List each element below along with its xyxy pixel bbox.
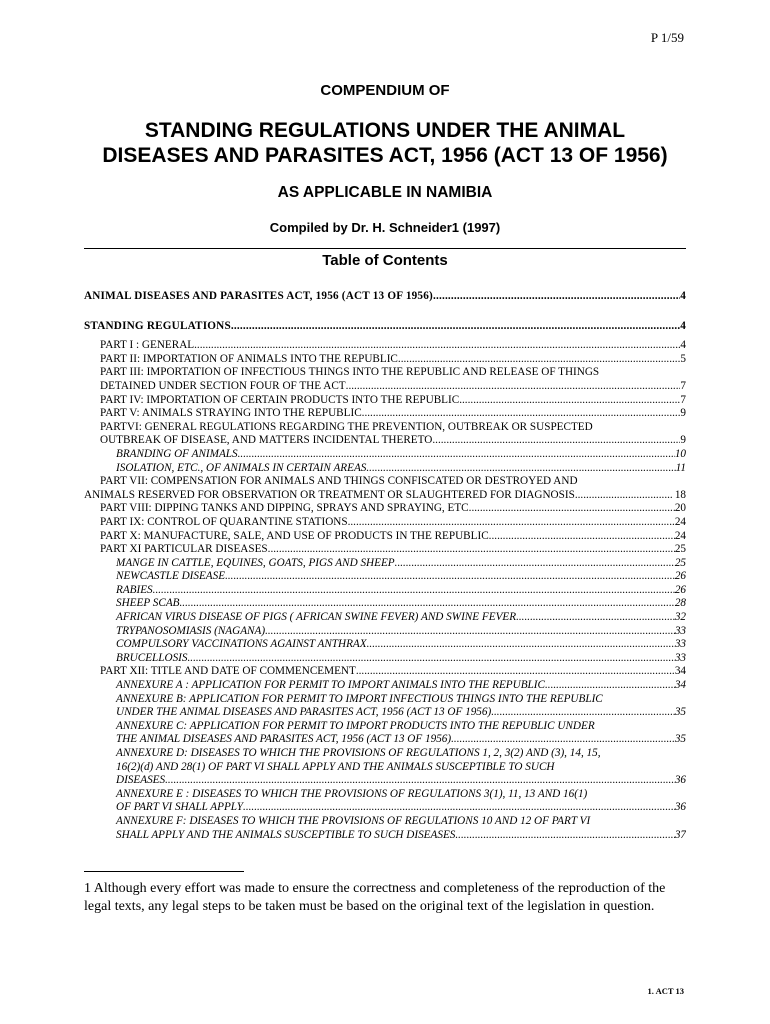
toc-entry-anthrax[interactable]: COMPULSORY VACCINATIONS AGAINST ANTHRAX ..... 33 (84, 638, 686, 652)
toc-entry-african-swine-fever[interactable]: AFRICAN VIRUS DISEASE OF PIGS ( AFRICAN SWINE FEVER) AND SWINE FEVER. ..... 32 (84, 611, 686, 625)
compendium-heading: COMPENDIUM OF (320, 82, 450, 99)
toc-entry-brucellosis[interactable]: BRUCELLOSIS ..... 33 (84, 652, 686, 666)
document-title-line-2: DISEASES AND PARASITES ACT, 1956 (ACT 13 OF 1956) (102, 144, 668, 167)
footnote: 1 Although every effort was made to ensure the correctness and completeness of the reproduction of the legal texts, any legal steps to be taken must be based on the original text of the legislation in question. (84, 881, 666, 914)
toc-entry-isolation[interactable]: ISOLATION, ETC., OF ANIMALS IN CERTAIN AREAS ..... 11 (84, 462, 686, 476)
table-of-contents (84, 290, 686, 842)
footnote-divider (84, 871, 244, 872)
toc-entry-part-3[interactable]: DETAINED UNDER SECTION FOUR OF THE ACT ..... 7 (84, 380, 686, 394)
compiled-by-line: Compiled by Dr. H. Schneider1 (1997) (269, 220, 501, 235)
toc-entry-annexure-b[interactable]: UNDER THE ANIMAL DISEASES AND PARASITES ACT, 1956 (ACT 13 OF 1956). ..... 35 (84, 706, 686, 720)
toc-entry-sheep-scab[interactable]: SHEEP SCAB ..... 28 (84, 597, 686, 611)
toc-entry-mange[interactable]: MANGE IN CATTLE, EQUINES, GOATS, PIGS AND SHEEP ..... 25 (84, 557, 686, 571)
toc-title: Table of Contents (322, 252, 448, 269)
toc-entry-part-1[interactable]: PART I : GENERAL. ..... 4 (84, 339, 686, 353)
document-title-line-1: STANDING REGULATIONS UNDER THE ANIMAL (144, 119, 626, 142)
header-divider (84, 248, 686, 249)
toc-entry-part-11[interactable]: PART XI PARTICULAR DISEASES ..... 25 (84, 543, 686, 557)
toc-entry-part-12[interactable]: PART XII: TITLE AND DATE OF COMMENCEMENT ..... 34 (84, 665, 686, 679)
toc-entry-act[interactable]: ANIMAL DISEASES AND PARASITES ACT, 1956 (ACT 13 OF 1956) ..... 4 (84, 290, 686, 304)
toc-entry-annexure-e-line-1[interactable]: ANNEXURE E : DISEASES TO WHICH THE PROVISIONS OF REGULATIONS 3(1), 11, 13 AND 16(1) (116, 787, 588, 800)
toc-entry-part-6-line-1[interactable]: PARTVI: GENERAL REGULATIONS REGARDING THE PREVENTION, OUTBREAK OR SUSPECTED (100, 420, 593, 433)
toc-entry-part-2[interactable]: PART II: IMPORTATION OF ANIMALS INTO THE REPUBLIC ..... 5 (84, 353, 686, 367)
toc-entry-annexure-c-line-1[interactable]: ANNEXURE C: APPLICATION FOR PERMIT TO IMPORT PRODUCTS INTO THE REPUBLIC UNDER (116, 719, 595, 732)
toc-entry-annexure-d-line-2[interactable]: 16(2)(d) AND 28(1) OF PART VI SHALL APPLY AND THE ANIMALS SUSCEPTIBLE TO SUCH (116, 760, 555, 773)
page-number: P 1/59 (650, 30, 684, 45)
toc-entry-annexure-f-line-1[interactable]: ANNEXURE F: DISEASES TO WHICH THE PROVISIONS OF REGULATIONS 10 AND 12 OF PART VI (116, 814, 591, 827)
toc-entry-annexure-e[interactable]: OF PART VI SHALL APPLY ..... 36 (84, 801, 686, 815)
toc-entry-part-4[interactable]: PART IV: IMPORTATION OF CERTAIN PRODUCTS INTO THE REPUBLIC ..... 7 (84, 394, 686, 408)
toc-entry-annexure-b-line-1[interactable]: ANNEXURE B: APPLICATION FOR PERMIT TO IMPORT INFECTIOUS THINGS INTO THE REPUBLIC (116, 692, 603, 705)
toc-entry-annexure-d-line-1[interactable]: ANNEXURE D: DISEASES TO WHICH THE PROVISIONS OF REGULATIONS 1, 2, 3(2) AND (3), 14, 15, (116, 747, 601, 759)
toc-entry-annexure-a[interactable]: ANNEXURE A : APPLICATION FOR PERMIT TO IMPORT ANIMALS INTO THE REPUBLIC ..... 34 (84, 679, 686, 693)
toc-entry-part-8[interactable]: PART VIII: DIPPING TANKS AND DIPPING, SPRAYS AND SPRAYING, ETC. ..... 20 (84, 502, 686, 516)
page-footer: 1. ACT 13 (647, 986, 684, 996)
toc-entry-part-6[interactable]: OUTBREAK OF DISEASE, AND MATTERS INCIDENTAL THERETO. ..... 9 (84, 434, 686, 448)
toc-entry-part-5[interactable]: PART V: ANIMALS STRAYING INTO THE REPUBLIC. ..... 9 (84, 407, 686, 421)
toc-entry-part-9[interactable]: PART IX: CONTROL OF QUARANTINE STATIONS. ..... 24 (84, 516, 686, 530)
toc-entry-trypanosomiasis[interactable]: TRYPANOSOMIASIS (NAGANA) ..... 33 (84, 625, 686, 639)
applicability-heading: AS APPLICABLE IN NAMIBIA (277, 184, 493, 201)
toc-entry-part-10[interactable]: PART X: MANUFACTURE, SALE, AND USE OF PRODUCTS IN THE REPUBLIC. ..... 24 (84, 530, 686, 544)
toc-entry-newcastle[interactable]: NEWCASTLE DISEASE ..... 26 (84, 570, 686, 584)
toc-entry-annexure-c[interactable]: THE ANIMAL DISEASES AND PARASITES ACT, 1956 (ACT 13 OF 1956). ..... 35 (84, 733, 686, 747)
toc-entry-part-3-line-1[interactable]: PART III: IMPORTATION OF INFECTIOUS THINGS INTO THE REPUBLIC AND RELEASE OF THINGS (100, 366, 600, 379)
toc-entry-part-7-line-1[interactable]: PART VII: COMPENSATION FOR ANIMALS AND THINGS CONFISCATED OR DESTROYED AND (100, 475, 578, 488)
toc-entry-standing-regulations[interactable]: STANDING REGULATIONS ..... 4 (84, 320, 686, 334)
toc-entry-annexure-d[interactable]: DISEASES ..... 36 (84, 774, 686, 788)
toc-entry-branding[interactable]: BRANDING OF ANIMALS ..... 10 (84, 448, 686, 462)
toc-entry-rabies[interactable]: RABIES ..... 26 (84, 584, 686, 598)
toc-entry-part-7[interactable]: ANIMALS RESERVED FOR OBSERVATION OR TREATMENT OR SLAUGHTERED FOR DIAGNOSIS ..... 18 (84, 489, 686, 503)
toc-entry-annexure-f[interactable]: SHALL APPLY AND THE ANIMALS SUSCEPTIBLE TO SUCH DISEASES ..... 37 (84, 829, 686, 843)
document-title (0, 118, 770, 168)
